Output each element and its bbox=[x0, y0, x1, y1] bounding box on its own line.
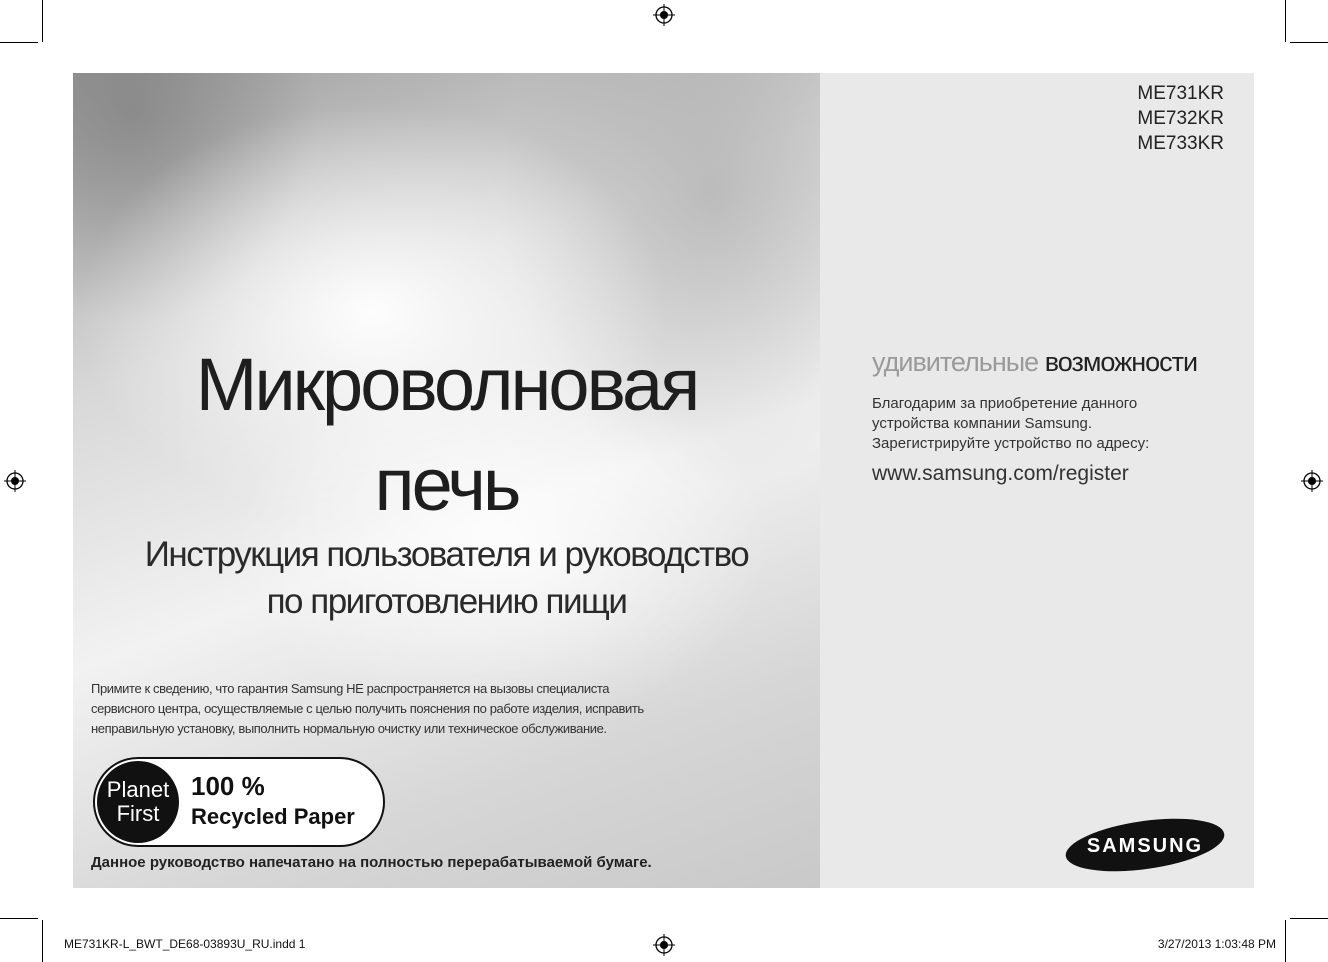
subtitle bbox=[73, 531, 820, 625]
notice-line: неправильную установку, выполнить нормальную очистку или техническое обслуживание. bbox=[91, 721, 607, 736]
thanks-line: Зарегистрируйте устройство по адресу: bbox=[872, 435, 1150, 452]
registration-mark-icon bbox=[4, 470, 26, 492]
samsung-logo-icon bbox=[1064, 815, 1226, 875]
model-number: ME731KR bbox=[1137, 83, 1224, 104]
crop-mark bbox=[1285, 920, 1286, 962]
crop-mark bbox=[1290, 42, 1328, 43]
crop-mark bbox=[1285, 0, 1286, 42]
recycled-label: Recycled Paper bbox=[191, 804, 355, 829]
notice-line: Примите к сведению, что гарантия Samsung НЕ распространяется на вызовы специалиста bbox=[91, 681, 610, 696]
crop-mark bbox=[0, 42, 38, 43]
thanks-text bbox=[872, 394, 1232, 454]
crop-mark bbox=[42, 0, 43, 42]
registration-mark-icon bbox=[653, 934, 675, 956]
planet-text: Planet bbox=[106, 777, 170, 802]
file-slug: ME731KR-L_BWT_DE68-03893U_RU.indd 1 bbox=[64, 937, 306, 951]
planet-first-logo bbox=[97, 761, 179, 843]
model-number: ME732KR bbox=[1137, 108, 1224, 129]
first-text: First bbox=[116, 801, 160, 826]
notice-line: сервисного центра, осуществляемые с целью получить пояснения по работе изделия, исправить bbox=[91, 701, 644, 716]
crop-mark bbox=[0, 918, 38, 919]
registration-mark-icon bbox=[1301, 470, 1323, 492]
headline-dark: возможности bbox=[1044, 347, 1198, 377]
recycled-paper-badge bbox=[93, 757, 385, 847]
registration-mark-icon bbox=[653, 4, 675, 26]
register-url[interactable]: www.samsung.com/register bbox=[872, 462, 1129, 485]
recycled-note: Данное руководство напечатано на полностью перерабатываемой бумаге. bbox=[91, 854, 652, 871]
crop-mark bbox=[42, 920, 43, 962]
warranty-notice bbox=[91, 679, 731, 739]
model-list bbox=[1137, 81, 1224, 156]
logo-text: SAMSUNG bbox=[1086, 835, 1204, 857]
title-line-2: печь bbox=[374, 443, 519, 526]
headline-light: удивительные bbox=[872, 347, 1039, 377]
subtitle-line-2: по приготовлению пищи bbox=[266, 582, 627, 621]
cover-left-panel bbox=[73, 73, 820, 888]
date-slug: 3/27/2013 1:03:48 PM bbox=[1157, 937, 1276, 951]
thanks-line: устройства компании Samsung. bbox=[872, 415, 1093, 432]
cover-right-panel bbox=[820, 73, 1254, 888]
subtitle-line-1: Инструкция пользователя и руководство bbox=[144, 535, 749, 574]
headline bbox=[872, 347, 1197, 378]
model-number: ME733KR bbox=[1137, 133, 1224, 154]
title-line-1: Микроволновая bbox=[195, 343, 698, 426]
thanks-line: Благодарим за приобретение данного bbox=[872, 395, 1138, 412]
recycled-percent: 100 % bbox=[191, 771, 265, 801]
crop-mark bbox=[1290, 918, 1328, 919]
